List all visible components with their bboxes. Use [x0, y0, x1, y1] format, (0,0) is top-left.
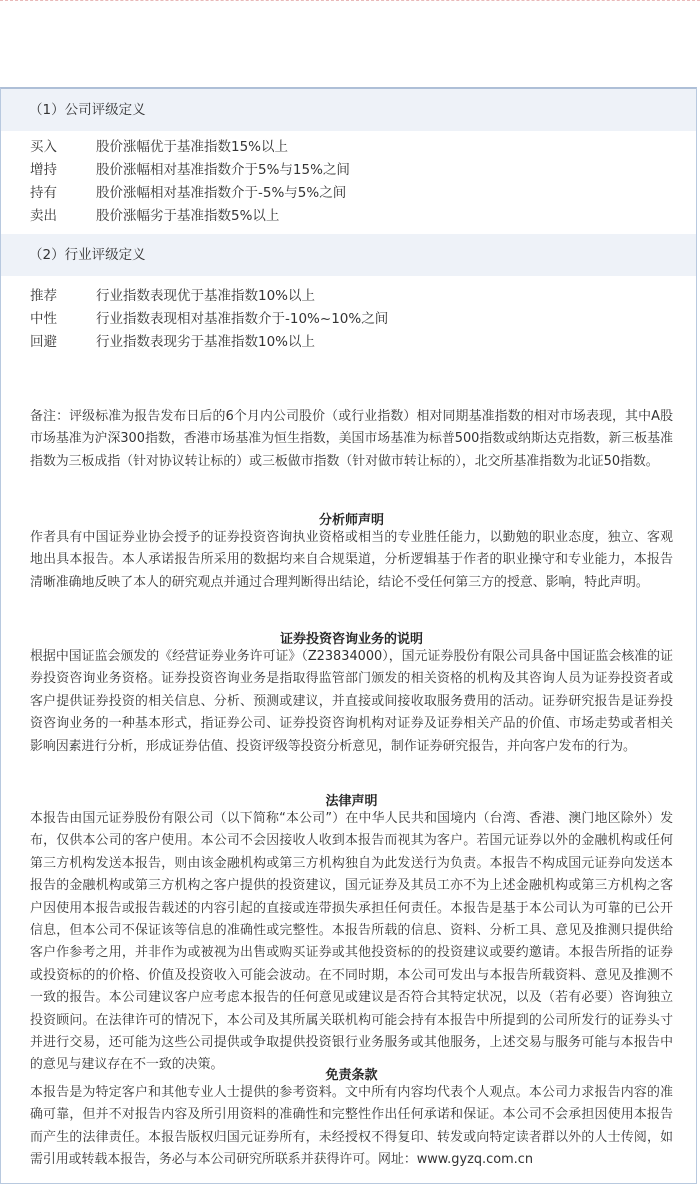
company-rating-row: [30, 136, 350, 159]
rating-label: 卖出: [30, 208, 57, 224]
rating-desc: 行业指数表现相对基准指数介于-10%~10%之间: [96, 311, 389, 327]
industry-rating-header: [1, 234, 696, 276]
legal-statement-text: 本报告由国元证券股份有限公司（以下简称“本公司”）在中华人民共和国境内（台湾、香港、澳门地区除外）发布，仅供本公司的客户使用。本公司不会因接收人收到本报告而视其为客户。若国元证券以外的金融机构或任何第三方机构发送本报告，则由该金融机构或第三方机构独自为此发送行为负责。本报告不构成国元证券向发送本报告的金融机构或第三方机构之客户提供的投资建议，国元证券及其员工亦不为上述金融机构或第三方机构之客户因使用本报告或报告载述的内容引起的直接或连带损失承担任何责任。本报告是基于本公司认为可靠的已公开信息，但本公司不保证该等信息的准确性或完整性。本报告所载的信息、资料、分析工具、意见及推测只提供给客户作参考之用，并非作为或被视为出售或购买证券或其他投资标的的投资建议或要约邀请。本报告所指的证券或投资标的的价格、价值及投资收入可能会波动。在不同时期，本公司可发出与本报告所载资料、意见及推测不一致的报告。本公司建议客户应考虑本报告的任何意见或建议是否符合其特定状况，以及（若有必要）咨询独立投资顾问。在法律许可的情况下，本公司及其所属关联机构可能会持有本报告中所提到的公司所发行的证券头寸并进行交易，还可能为这些公司提供或争取提供投资银行业务服务或其他服务，上述交易与服务可能与本报告中的意见与建议存在不一致的决策。: [30, 811, 673, 1073]
company-rating-row: [30, 159, 350, 182]
company-rating-row: [30, 205, 350, 228]
industry-rating-row: [30, 308, 388, 331]
disclaimer-title: 免责条款: [325, 1068, 378, 1083]
rating-label: 回避: [30, 334, 57, 350]
rating-desc: 行业指数表现优于基准指数10%以上: [96, 288, 316, 304]
company-rating-row: [30, 182, 350, 205]
rating-label: 推荐: [30, 288, 57, 304]
rating-label: 增持: [30, 162, 57, 178]
company-rating-header: [1, 89, 696, 131]
rating-note: 备注：评级标准为报告发布日后的6个月内公司股价（或行业指数）相对同期基准指数的相对市场表现，其中A股市场基准为沪深300指数，香港市场基准为恒生指数，美国市场基准为标普500指数或纳斯达克指数，新三板基准指数为三板成指（针对协议转让标的）或三板做市指数（针对做市转让标的），北交所基准指数为北证50指数。: [30, 409, 673, 469]
rating-desc: 股价涨幅相对基准指数介于-5%与5%之间: [96, 185, 347, 201]
industry-rating-title: （2）行业评级定义: [29, 247, 146, 263]
industry-rating-row: [30, 285, 388, 308]
analyst-statement-title: 分析师声明: [318, 513, 384, 528]
rating-desc: 股价涨幅优于基准指数15%以上: [96, 139, 289, 155]
analyst-statement-text: 作者具有中国证券业协会授予的证券投资咨询执业资格或相当的专业胜任能力，以勤勉的职业态度，独立、客观地出具本报告。本人承诺报告所采用的数据均来自合规渠道，分析逻辑基于作者的职业操守和专业能力，本报告清晰准确地反映了本人的研究观点并通过合理判断得出结论，结论不受任何第三方的授意、影响，特此声明。: [30, 530, 673, 590]
industry-rating-row: [30, 331, 388, 354]
rating-label: 中性: [30, 311, 57, 327]
rating-label: 持有: [30, 185, 57, 201]
top-dashed-border: [0, 0, 700, 3]
advisory-business-title: 证券投资咨询业务的说明: [279, 632, 423, 647]
rating-label: 买入: [30, 139, 57, 155]
legal-statement-title: 法律声明: [325, 794, 378, 809]
rating-desc: 股价涨幅相对基准指数介于5%与15%之间: [96, 162, 350, 178]
company-rating-title: （1）公司评级定义: [29, 102, 146, 118]
rating-desc: 行业指数表现劣于基准指数10%以上: [96, 334, 316, 350]
advisory-business-text: 根据中国证监会颁发的《经营证券业务许可证》（Z23834000），国元证券股份有限公司具备中国证监会核准的证券投资咨询业务资格。证券投资咨询业务是指取得监管部门颁发的相关资格的机构及其咨询人员为证券投资者或客户提供证券投资的相关信息、分析、预测或建议，并直接或间接收取服务费用的活动。证券研究报告是证券投资咨询业务的一种基本形式，指证券公司、证券投资咨询机构对证券及证券相关产品的价值、市场走势或者相关影响因素进行分析，形成证券估值、投资评级等投资分析意见，制作证券研究报告，并向客户发布的行为。: [30, 649, 673, 754]
company-rating-list: [30, 136, 350, 228]
disclaimer-text: 本报告是为特定客户和其他专业人士提供的参考资料。文中所有内容均代表个人观点。本公司力求报告内容的准确可靠，但并不对报告内容及所引用资料的准确性和完整性作出任何承诺和保证。本公司不会承担因使用本报告而产生的法律责任。本报告版权归国元证券所有，未经授权不得复印、转发或向特定读者群以外的人士传阅，如需引用或转载本报告，务必与本公司研究所联系并获得许可。网址：www.gyzq.com.cn: [30, 1085, 673, 1168]
industry-rating-list: [30, 285, 388, 354]
rating-desc: 股价涨幅劣于基准指数5%以上: [96, 208, 280, 224]
